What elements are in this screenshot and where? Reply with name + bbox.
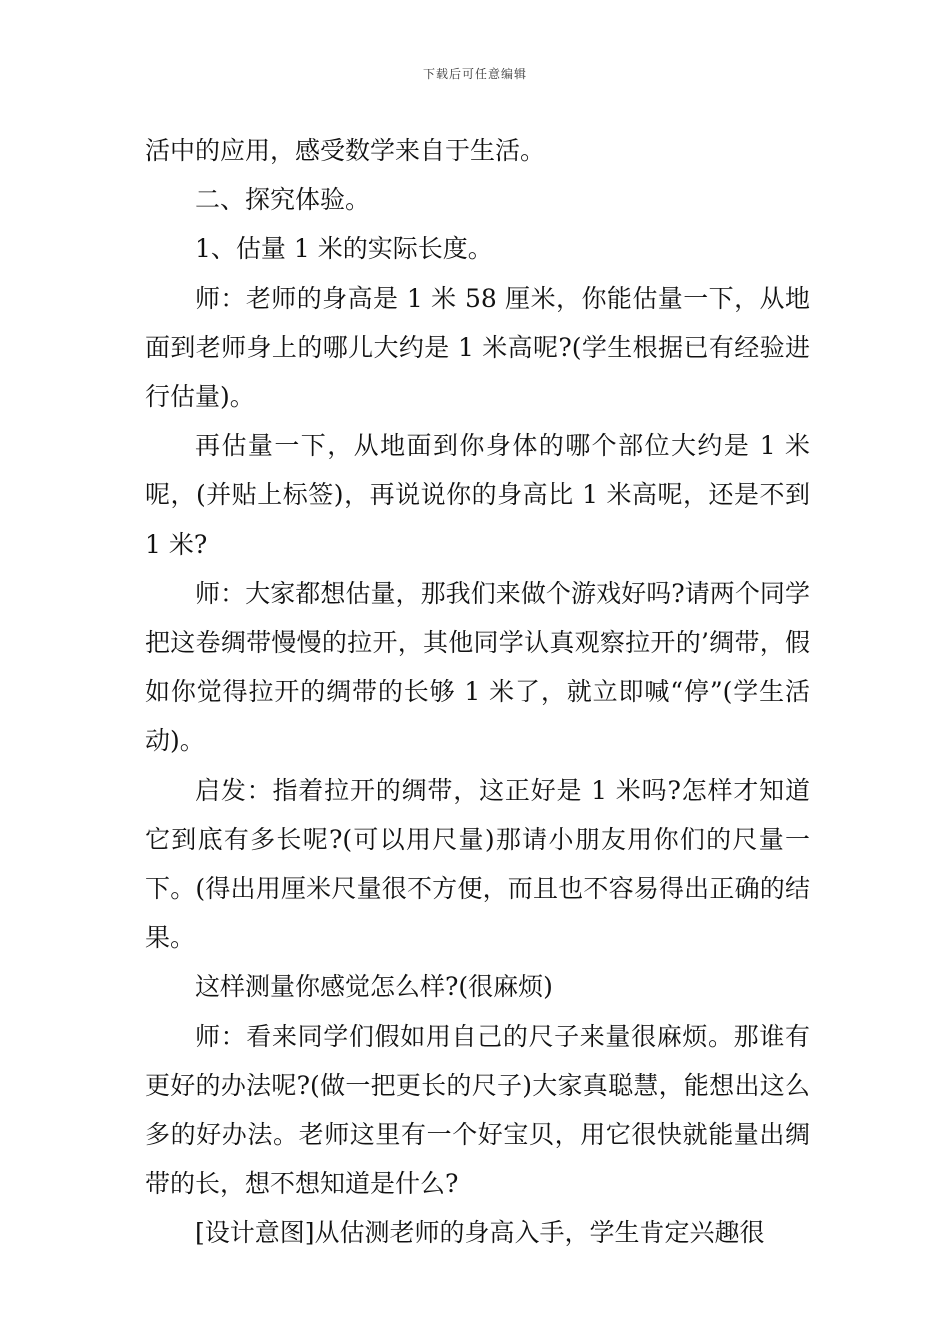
paragraph-9: 师：看来同学们假如用自己的尺子来量很麻烦。那谁有更好的办法呢?(做一把更长的尺子)大家真聪慧，能想出这么多的好办法。老师这里有一个好宝贝，用它很快就能量出绸带的长，想不想知道是什么? — [145, 1021, 810, 1199]
paragraph-1: 活中的应用，感受数学来自于生活。 — [145, 136, 546, 165]
paragraph-4: 师：老师的身高是 1 米 58 厘米，你能估量一下，从地面到老师身上的哪儿大约是 1 米高呢?(学生根据已有经验进行估量)。 — [145, 283, 810, 412]
body-text — [145, 126, 810, 1258]
paragraph-8: 这样测量你感觉怎么样?(很麻烦) — [195, 972, 553, 1002]
paragraph-3: 1、估量 1 米的实际长度。 — [195, 234, 493, 264]
paragraph-2: 二、探究体验。 — [195, 185, 371, 215]
paragraph-7: 启发：指着拉开的绸带，这正好是 1 米吗?怎样才知道它到底有多长呢?(可以用尺量)那请小朋友用你们的尺量一下。(得出用厘米尺量很不方便，而且也不容易得出正确的结果。 — [145, 775, 810, 953]
paragraph-6: 师：大家都想估量，那我们来做个游戏好吗?请两个同学把这卷绸带慢慢的拉开，其他同学认真观察拉开的’绸带，假如你觉得拉开的绸带的长够 1 米了，就立即喊“停”(学生活动)。 — [145, 578, 810, 756]
paragraph-5: 再估量一下，从地面到你身体的哪个部位大约是 1 米呢，(并贴上标签)，再说说你的身高比 1 米高呢，还是不到 1 米? — [145, 431, 810, 559]
page-header-note: 下载后可任意编辑 — [422, 67, 527, 81]
paragraph-10: [设计意图]从估测老师的身高入手，学生肯定兴趣很 — [195, 1218, 765, 1248]
